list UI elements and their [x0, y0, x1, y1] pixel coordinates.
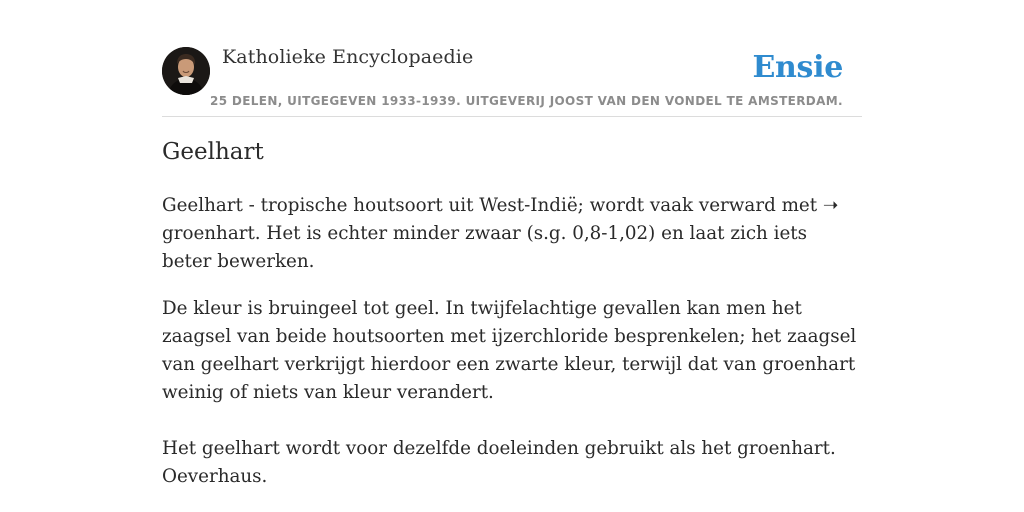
- ensie-logo[interactable]: Ensie: [752, 50, 843, 85]
- article-paragraph: Geelhart - tropische houtsoort uit West-Indië; wordt vaak verward met ➝ groenhart. Het is echter minder zwaar (s.g. 0,8-1,02) en laat zich iets beter bewerken.: [162, 195, 839, 272]
- source-avatar[interactable]: [162, 47, 210, 95]
- article-body: [162, 192, 862, 491]
- article-paragraph: De kleur is bruingeel tot geel. In twijfelachtige gevallen kan men het zaagsel van beide houtsoorten met ijzerchloride besprenkelen; het zaagsel van geelhart verkrijgt hierdoor een zwarte kleur, terwijl dat van groenhart weinig of niets van kleur verandert.: [162, 298, 857, 403]
- source-header: [162, 44, 862, 117]
- source-title[interactable]: Katholieke Encyclopaedie: [222, 46, 474, 68]
- article-title: Geelhart: [162, 139, 264, 165]
- portrait-icon: [162, 47, 210, 95]
- article-paragraph: Het geelhart wordt voor dezelfde doeleinden gebruikt als het groenhart. Oeverhaus.: [162, 438, 836, 487]
- source-subtitle: 25 DELEN, UITGEGEVEN 1933-1939. UITGEVERIJ JOOST VAN DEN VONDEL TE AMSTERDAM.: [210, 94, 843, 108]
